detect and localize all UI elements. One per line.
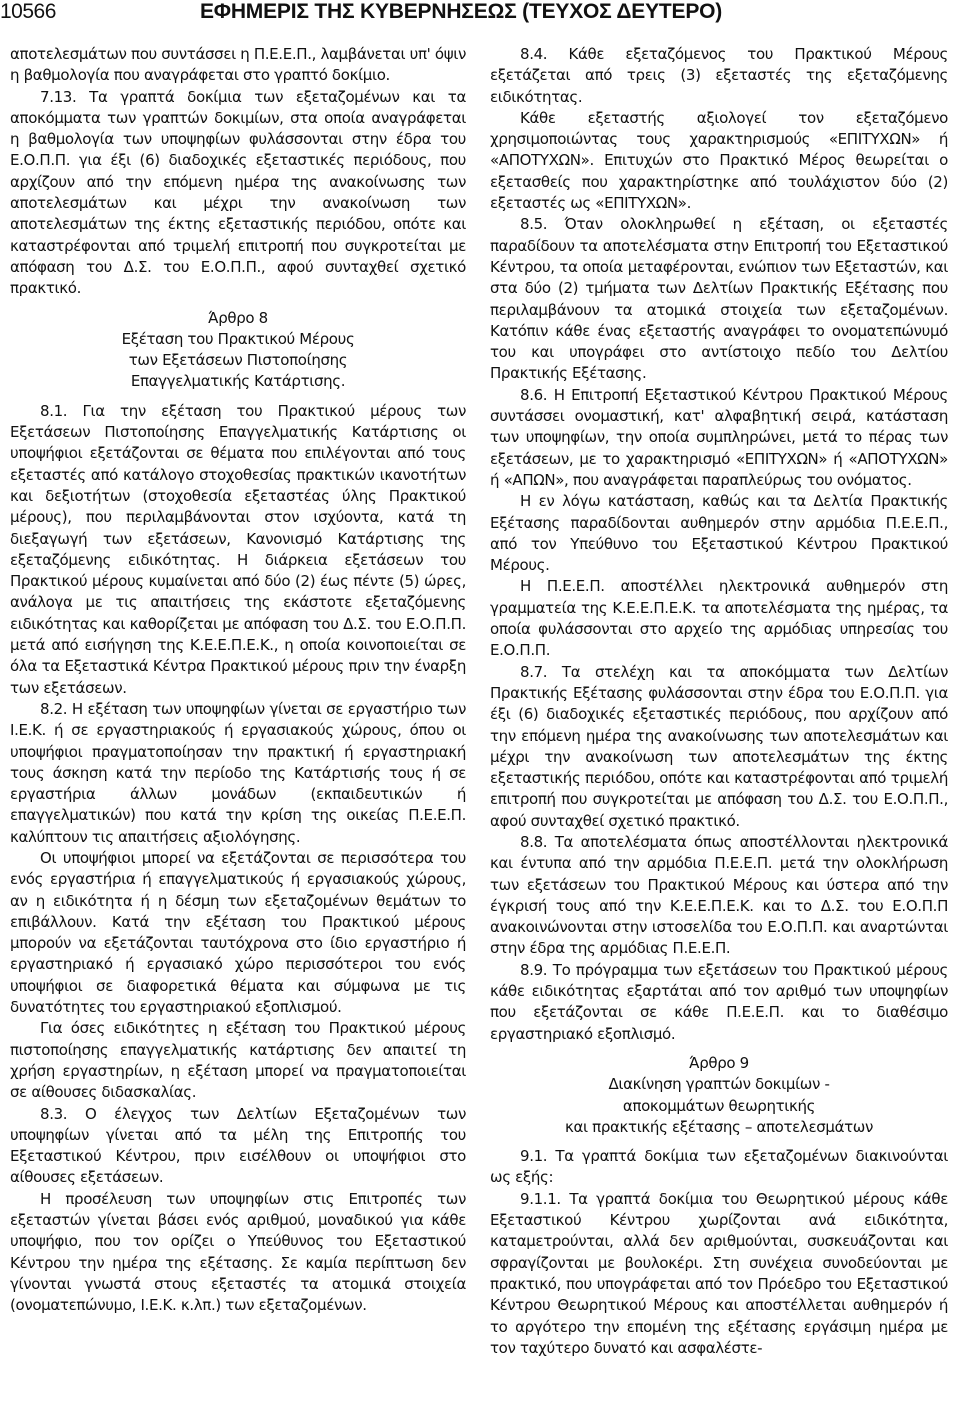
- paragraph: 8.1. Για την εξέταση του Πρακτικού μέρους των Εξετάσεων Πιστοποίησης Επαγγελματικής Κατάρτισης οι υποψήφιοι εξετάζονται σε θέματα που επιλέγονται από τους εξεταστές από κατάλογο στοχοθεσίας πρακτικών ικανοτήτων και δεξιοτήτων (στοχοθεσία εξεταστέας ύλης Πρακτικού μέρους), που περιλαμβάνονται στον ισχύοντα, κατά τη διεξαγωγή των εξετάσεων, Κανονισμό Κατάρτισης της εξεταζόμενης ειδικότητας. Η διάρκεια εξετάσεων του Πρακτικού μέρους κυμαίνεται από δύο (2) έως πέντε (5) ώρες, ανάλογα με τις απαιτήσεις της εκάστοτε εξεταζόμενης ειδικότητας και καθορίζεται με απόφαση του Δ.Σ. του Ε.Ο.Π.Π. μετά από εισήγηση της Κ.Ε.Ε.Π.Ε.Κ., η οποία κοινοποιείται σε όλα τα Εξεταστικά Κέντρα Πρακτικού μέρους πριν την έναρξη των εξετάσεων.: [10, 401, 466, 697]
- gazette-title: ΕΦΗΜΕΡΙΣ ΤΗΣ ΚΥΒΕΡΝΗΣΕΩΣ (ΤΕΥΧΟΣ ΔΕΥΤΕΡΟ): [200, 0, 723, 23]
- paragraph: 8.9. Το πρόγραμμα των εξετάσεων του Πρακτικού μέρους κάθε ειδικότητας εξαρτάται από τον αριθμό των υποψηφίων που εξετάζονται σε κάθε Π.Ε.Ε.Π. και το διαθέσιμο εργαστηριακό εξοπλισμό.: [490, 960, 948, 1043]
- paragraph: Κάθε εξεταστής αξιολογεί τον εξεταζόμενο χρησιμοποιώντας τους χαρακτηρισμούς «ΕΠΙΤΥΧΩΝ» ή «ΑΠΟΤΥΧΩΝ». Επιτυχών στο Πρακτικό Μέρος θεωρείται ο εξετασθείς που χαρακτηρίστηκε από τουλάχιστον δύο (2) εξεταστές ως «ΕΠΙΤΥΧΩΝ».: [490, 108, 948, 213]
- article-title-line: αποκομμάτων θεωρητικής: [622, 1096, 816, 1115]
- paragraph: 8.3. Ο έλεγχος των Δελτίων Εξεταζομένων των υποψηφίων γίνεται από τα μέλη της Επιτροπής του Εξεταστικού Κέντρου, πριν εισέλθουν οι υποψήφιοι στο αίθουσες εξετάσεων.: [10, 1104, 466, 1187]
- paragraph: Η προσέλευση των υποψηφίων στις Επιτροπές των εξεταστών γίνεται βάσει ενός αριθμού, μοναδικού για κάθε υποψήφιο, που τον ορίζει ο Υπεύθυνος του Εξεταστικού Κέντρου την ημέρα της εξέτασης. Σε καμία περίπτωση δεν γίνονται γνωστά στους εξεταστές τα ατομικά στοιχεία (ονοματεπώνυμο, Ι.Ε.Κ. κ.λπ.) των εξεταζομένων.: [10, 1189, 466, 1315]
- page-header: [0, 0, 960, 30]
- paragraph: 9.1.1. Τα γραπτά δοκίμια του Θεωρητικού μέρους κάθε Εξεταστικού Κέντρου χωρίζονται ανά ειδικότητα, καταμετρούνται, αλλά δεν αριθμούνται, συσκευάζονται και σφραγίζονται με βουλοκέρι. Στη συνέχεια συνοδεύονται με πρακτικό, που υπογράφεται από τον Πρόεδρο του Εξεταστικού Κέντρου Θεωρητικού Μέρους και αποστέλλεται αυθημερόν ή το αργότερο την επομένη της εξέτασης εργάσιμη ημέρα με τον ταχύτερο δυνατό και ασφαλέστε-: [490, 1189, 948, 1357]
- left-column: [10, 44, 466, 1317]
- article-title-line: Εξέταση του Πρακτικού Μέρους: [121, 329, 355, 348]
- paragraph: αποτελεσμάτων που συντάσσει η Π.Ε.Ε.Π., λαμβάνεται υπ' όψιν η βαθμολογία που αναγράφεται στο γραπτό δοκίμιο.: [10, 45, 466, 85]
- paragraph: 8.8. Τα αποτελέσματα όπως αποστέλλονται ηλεκτρονικά και έντυπα από την αρμόδια Π.Ε.Ε.Π. μετά την ολοκλήρωση των εξετάσεων του Πρακτικού Μέρους και ύστερα από την έγκρισή τους από την Κ.Ε.Ε.Π.Ε.Κ. και το Δ.Σ. του Ε.Ο.Π.Π ανακοινώνονται στην ιστοσελίδα του Ε.Ο.Π.Π. και αναρτώνται στην έδρα της αρμόδιας Π.Ε.Ε.Π.: [490, 832, 948, 958]
- paragraph: 8.5. Όταν ολοκληρωθεί η εξέταση, οι εξεταστές παραδίδουν τα αποτελέσματα στην Επιτροπή του Εξεταστικού Κέντρου, τα οποία μεταφέρονται, ενώπιον των Εξεταστών, και στα δύο (2) τμήματα των Δελτίων Πρακτικής Εξέτασης που περιλαμβάνουν τα ατομικά στοιχεία των εξεταζομένων. Κατόπιν κάθε ένας εξεταστής αναγράφει το ονοματεπώνυμό του και υπογράφει στο αντίστοιχο πεδίο του Δελτίου Πρακτικής Εξέτασης.: [490, 215, 948, 383]
- article-8-heading: [10, 308, 466, 393]
- paragraph: 9.1. Τα γραπτά δοκίμια των εξεταζομένων διακινούνται ως εξής:: [490, 1147, 948, 1187]
- article-title-line: και πρακτικής εξέτασης – αποτελεσμάτων: [564, 1117, 874, 1136]
- paragraph: Η Π.Ε.Ε.Π. αποστέλλει ηλεκτρονικά αυθημερόν στη γραμματεία της Κ.Ε.Ε.Π.Ε.Κ. τα αποτελέσματα της ημέρας, τα οποία φυλάσσονται στο αρχείο της αρμόδιας υπηρεσίας του Ε.Ο.Π.Π.: [490, 577, 948, 660]
- paragraph: 8.4. Κάθε εξεταζόμενος του Πρακτικού Μέρους εξετάζεται από τρεις (3) εξεταστές της εξεταζόμενης ειδικότητας.: [490, 45, 948, 106]
- paragraph: 8.6. Η Επιτροπή Εξεταστικού Κέντρου Πρακτικού Μέρους συντάσσει ονομαστική, κατ' αλφαβητική σειρά, κατάσταση των υποψηφίων, την οποία συμπληρώνει, μετά το πέρας των εξετάσεων, με το χαρακτηρισμό «ΕΠΙΤΥΧΩΝ» ή «ΑΠΟΤΥΧΩΝ» ή «ΑΠΩΝ», που αναγράφεται παραπλεύρως του ονόματος.: [490, 385, 948, 489]
- right-column: [490, 44, 948, 1359]
- article-number: Άρθρο 8: [208, 308, 268, 327]
- paragraph: 8.2. Η εξέταση των υποψηφίων γίνεται σε εργαστήριο των Ι.Ε.Κ. ή σε εργαστηριακούς ή εργασιακούς χώρους, όπου οι υποψήφιοι πραγματοποίησαν την πρακτική ή εργαστηριακή τους άσκηση κατά την περίοδο της Κατάρτισής τους ή σε εργαστήρια άλλων μονάδων (εκπαιδευτικών ή επαγγελματικών) που κατά την κρίση της οικείας Π.Ε.Ε.Π. καλύπτουν τις απαιτήσεις αξιολόγησης.: [10, 699, 466, 846]
- article-title-line: των Εξετάσεων Πιστοποίησης: [128, 351, 348, 370]
- paragraph: 8.7. Τα στελέχη και τα αποκόμματα των Δελτίων Πρακτικής Εξέτασης φυλάσσονται στην έδρα του Ε.Ο.Π.Π. για έξι (6) διαδοχικές εξεταστικές περιόδους, που αρχίζουν από την επόμενη ημέρα της ανακοίνωσης των αποτελεσμάτων και μέχρι την ανακοίνωση των αποτελεσμάτων της έκτης εξεταστικής περιόδου, οπότε και καταστρέφονται από τριμελή επιτροπή που συγκροτείται με απόφαση του Δ.Σ. του Ε.Ο.Π.Π., αφού συνταχθεί σχετικό πρακτικό.: [490, 662, 948, 830]
- paragraph: Η εν λόγω κατάσταση, καθώς και τα Δελτία Πρακτικής Εξέτασης παραδίδονται αυθημερόν στην αρμόδια Π.Ε.Ε.Π., από τον Υπεύθυνο του Εξεταστικού Κέντρου Πρακτικού Μέρους.: [490, 492, 948, 575]
- article-number: Άρθρο 9: [689, 1053, 749, 1072]
- article-title-line: Διακίνηση γραπτών δοκιμίων -: [608, 1075, 830, 1094]
- paragraph: 7.13. Τα γραπτά δοκίμια των εξεταζομένων και τα αποκόμματα των γραπτών δοκιμίων, στα οποία αναγράφεται η βαθμολογία των υποψηφίων φυλάσσονται στην έδρα του Ε.Ο.Π.Π. για έξι (6) διαδοχικές εξεταστικές περιόδους, που αρχίζουν από την επόμενη ημέρα της ανακοίνωσης των αποτελεσμάτων και μέχρι την ανακοίνωση των αποτελεσμάτων της έκτης εξεταστικής περιόδου, οπότε και καταστρέφονται από τριμελή επιτροπή που συγκροτείται με απόφαση του Δ.Σ. του Ε.Ο.Π.Π., αφού συνταχθεί σχετικό πρακτικό.: [10, 87, 466, 298]
- paragraph: Για όσες ειδικότητες η εξέταση του Πρακτικού μέρους πιστοποίησης επαγγελματικής κατάρτισης δεν απαιτεί τη χρήση εργαστηρίων, η εξέταση μπορεί να πραγματοποιείται σε αίθουσες διδασκαλίας.: [10, 1019, 466, 1102]
- article-title-line: Επαγγελματικής Κατάρτισης.: [130, 372, 346, 391]
- page-number: 10566: [0, 0, 56, 23]
- article-9-heading: [490, 1053, 948, 1138]
- paragraph: Οι υποψήφιοι μπορεί να εξετάζονται σε περισσότερα του ενός εργαστήρια ή επαγγελματικούς ή εργασιακούς χώρους, αν η ειδικότητα ή η δέσμη των εξεταζομένων θεμάτων το επιβάλλουν. Κατά την εξέταση του Πρακτικού μέρους μπορούν να εξετάζονται ταυτόχρονα στο ίδιο εργαστήριο ή εργαστηριακό ή εργασιακό χώρο περισσότεροι του ενός υποψήφιοι σε διαφορετικά θέματα και σύμφωνα με τις δυνατότητες του εργαστηριακού εξοπλισμού.: [10, 848, 466, 1017]
